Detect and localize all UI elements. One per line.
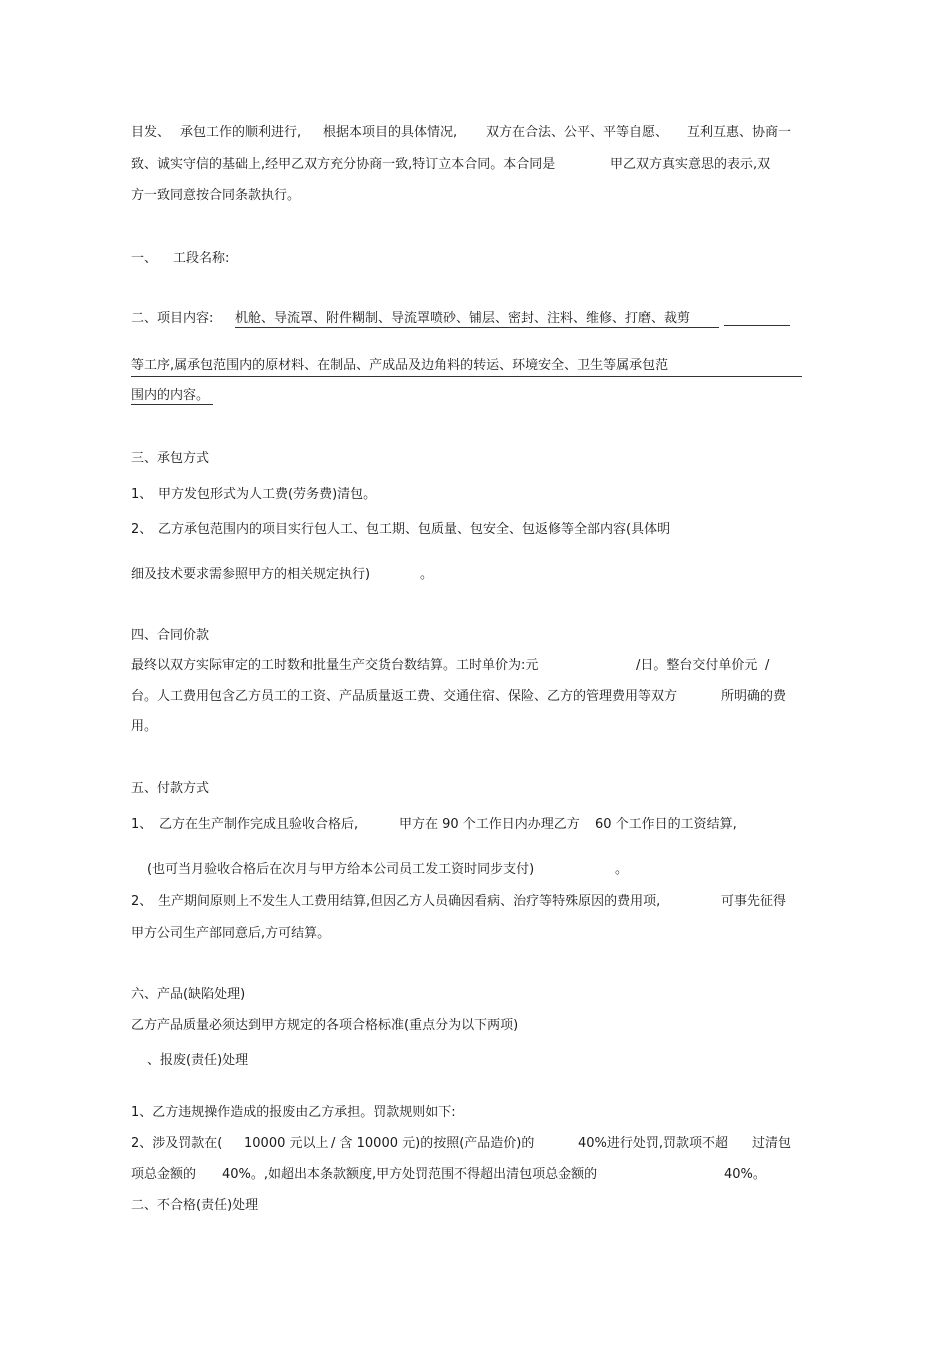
rule-item: 40%。 <box>724 1167 766 1182</box>
list-number: 1、 <box>131 487 153 502</box>
rule-item: 2、涉及罚款在( <box>131 1136 223 1151</box>
list-item: 甲方发包形式为人工费(劳务费)清包。 <box>158 487 377 502</box>
subsection-title: 、报废(责任)处理 <box>147 1053 249 1068</box>
intro-text: 致、诚实守信的基础上,经甲乙双方充分协商一致,特订立本合同。本合同是 <box>131 157 556 172</box>
list-item: 甲方在 90 个工作日内办理乙方 <box>399 817 580 832</box>
intro-text: 方一致同意按合同条款执行。 <box>131 188 301 203</box>
blank-underline <box>724 325 790 326</box>
price-text: 所明确的费 <box>721 689 787 704</box>
intro-text: 承包工作的顺利进行, <box>180 125 302 140</box>
project-content-text: 围内的内容。 <box>131 388 213 405</box>
rule-item: 10000 元以上 <box>244 1136 329 1151</box>
price-text: 最终以双方实际审定的工时数和批量生产交货台数结算。工时单价为:元 <box>131 658 539 673</box>
intro-text: 根据本项目的具体情况, <box>323 125 458 140</box>
price-text: /日。整台交付单价元 <box>636 658 758 673</box>
list-item: 甲方公司生产部同意后,方可结算。 <box>131 926 331 941</box>
section-title: 六、产品(缺陷处理) <box>131 987 246 1002</box>
project-content-value: 机舱、导流罩、附件糊制、导流罩喷砂、铺层、密封、注料、维修、打磨、裁剪 <box>235 311 719 328</box>
rule-item: 1、乙方违规操作造成的报废由乙方承担。罚款规则如下: <box>131 1105 456 1120</box>
list-number: 2、 <box>131 522 153 537</box>
section-title: 三、承包方式 <box>131 451 210 466</box>
list-item: 生产期间原则上不发生人工费用结算,但因乙方人员确因看病、治疗等特殊原因的费用项, <box>158 894 661 909</box>
intro-text: 甲乙双方真实意思的表示,双 <box>610 157 771 172</box>
section-title: 二、项目内容: <box>131 311 214 326</box>
project-content-text: 等工序,属承包范围内的原材料、在制品、产成品及边角料的转运、环境安全、卫生等属承包范 <box>131 358 669 373</box>
subsection-title: 二、不合格(责任)处理 <box>131 1198 259 1213</box>
list-item: 细及技术要求需参照甲方的相关规定执行) <box>131 567 371 582</box>
quality-intro: 乙方产品质量必须达到甲方规定的各项合格标准(重点分为以下两项) <box>131 1018 519 1033</box>
list-item: 可事先征得 <box>721 894 787 909</box>
price-text: 用。 <box>131 719 158 734</box>
section-number: 一、 <box>131 251 158 266</box>
price-text: 台。人工费用包含乙方员工的工资、产品质量返工费、交通住宿、保险、乙方的管理费用等双方 <box>131 689 678 704</box>
punctuation: 。 <box>420 567 434 582</box>
list-number: 2、 <box>131 894 153 909</box>
rule-item: / 含 10000 元)的按照(产品造价)的 <box>331 1136 535 1151</box>
section-title: 工段名称: <box>173 251 230 266</box>
list-item: 60 个工作日的工资结算, <box>595 817 737 832</box>
intro-text: 目发、 <box>131 125 171 140</box>
list-item: 乙方在生产制作完成且验收合格后, <box>159 817 359 832</box>
list-item: 乙方承包范围内的项目实行包人工、包工期、包质量、包安全、包返修等全部内容(具体明 <box>158 522 671 537</box>
price-text: / <box>765 658 770 673</box>
list-item: (也可当月验收合格后在次月与甲方给本公司员工发工资时同步支付) <box>147 862 535 877</box>
underline-rule <box>131 376 802 377</box>
section-title: 五、付款方式 <box>131 781 210 796</box>
intro-text: 双方在合法、公平、平等自愿、 <box>486 125 669 140</box>
section-title: 四、合同价款 <box>131 628 210 643</box>
rule-item: 项总金额的 <box>131 1167 197 1182</box>
intro-text: 互利互惠、协商一 <box>687 125 792 140</box>
rule-item: 过清包 <box>752 1136 792 1151</box>
list-number: 1、 <box>131 817 153 832</box>
rule-item: 40%。,如超出本条款额度,甲方处罚范围不得超出清包项总金额的 <box>222 1167 598 1182</box>
rule-item: 40%进行处罚,罚款项不超 <box>578 1136 729 1151</box>
punctuation: 。 <box>615 862 629 877</box>
